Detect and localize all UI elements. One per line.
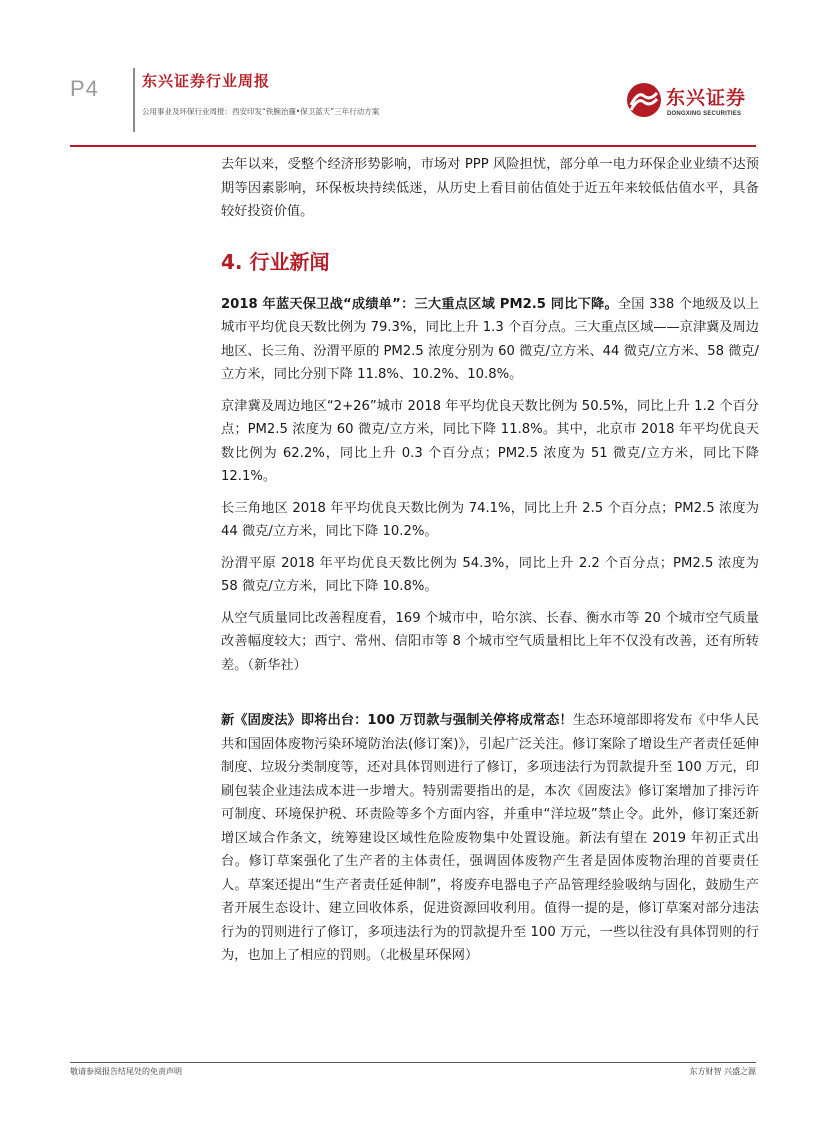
news1-paragraph-2: 京津冀及周边地区“2+26”城市 2018 年平均优良天数比例为 50.5%，同比上升 1.2 个百分点；PM2.5 浓度为 60 微克/立方米，同比下降 11.8%。其中，北京市 2018 年平均优良天数比例为 62.2%，同比上升 0.3 个百分点；PM2.5 浓度为 51 微克/立方米，同比下降 12.1%。 <box>221 398 759 484</box>
company-logo <box>626 80 761 126</box>
logo-mark-icon <box>626 82 662 118</box>
news1-lead: 2018 年蓝天保卫战“成绩单”：三大重点区域 PM2.5 同比下降。 <box>221 296 618 312</box>
header-divider <box>133 68 135 132</box>
page-number: P4 <box>70 76 99 101</box>
news1-paragraph-4: 汾渭平原 2018 年平均优良天数比例为 54.3%，同比上升 2.2 个百分点；PM2.5 浓度为 58 微克/立方米，同比下降 10.8%。 <box>221 555 759 594</box>
logo-english-text: DONGXING SECURITIES <box>667 111 742 117</box>
section-title: 4. 行业新闻 <box>221 249 330 274</box>
intro-paragraph: 去年以来，受整个经济形势影响，市场对 PPP 风险担忧，部分单一电力环保企业业绩不达预期等因素影响，环保板块持续低迷，从历史上看目前估值处于近五年来较低估值水平，具备较好投资价值。 <box>221 157 759 219</box>
footer-slogan: 东方财智 兴盛之源 <box>689 1067 756 1076</box>
report-title: 东兴证券行业周报 <box>142 72 271 90</box>
news1-paragraph <box>221 293 759 387</box>
footer-disclaimer: 敬请参阅报告结尾处的免责声明 <box>70 1067 182 1076</box>
header-rule <box>70 145 756 147</box>
news1-text: 全国 338 个地级及以上城市平均优良天数比例为 79.3%，同比上升 1.3 个百分点。三大重点区域——京津冀及周边地区、长三角、汾渭平原的 PM2.5 浓度分别为 60 微克/立方米、44 微克/立方米、58 微克/立方米，同比分别下降 11.8%、10.2%、10.8%。 <box>221 296 759 382</box>
main-content <box>221 153 759 968</box>
news1-paragraph-3: 长三角地区 2018 年平均优良天数比例为 74.1%，同比上升 2.5 个百分点；PM2.5 浓度为 44 微克/立方米，同比下降 10.2%。 <box>221 500 759 539</box>
news2-paragraph <box>221 709 759 968</box>
news1-paragraph-5: 从空气质量同比改善程度看，169 个城市中，哈尔滨、长春、衡水市等 20 个城市空气质量改善幅度较大；西宁、常州、信阳市等 8 个城市空气质量相比上年不仅没有改善，还有所转差。（新华社） <box>221 610 759 673</box>
logo-text: 东兴证券 <box>666 87 747 109</box>
report-subtitle: 公用事业及环保行业周报：西安印发“铁腕治霾•保卫蓝天”三年行动方案 <box>142 107 380 116</box>
news2-lead: 新《固废法》即将出台：100 万罚款与强制关停将成常态！ <box>221 713 573 728</box>
footer-rule <box>70 1062 756 1063</box>
news2-text: 生态环境部即将发布《中华人民共和国固体废物污染环境防治法(修订案)》，引起广泛关注。修订案除了增设生产者责任延伸制度、垃圾分类制度等，还对具体罚则进行了修订，多项违法行为罚款提升至 100 万元，印刷包装企业违法成本进一步增大。特别需要指出的是，本次《固废法》修订案增加了排污许可制度、环境保护税、环责险等多个方面内容，并重申“洋垃圾”禁止令。此外，修订案还新增区域合作条文，统筹建设区域性危险废物集中处置设施。新法有望在 2019 年初正式出台。修订草案强化了生产者的主体责任，强调固体废物产生者是固体废物治理的首要责任人。草案还提出“生产者责任延伸制”，将废弃电器电子产品管理经验吸纳与固化，鼓励生产者开展生态设计、建立回收体系，促进资源回收利用。值得一提的是，修订草案对部分违法行为的罚则进行了修订，多项违法行为的罚款提升至 100 万元，一些以往没有具体罚则的行为，也加上了相应的罚则。（北极星环保网） <box>221 713 759 963</box>
